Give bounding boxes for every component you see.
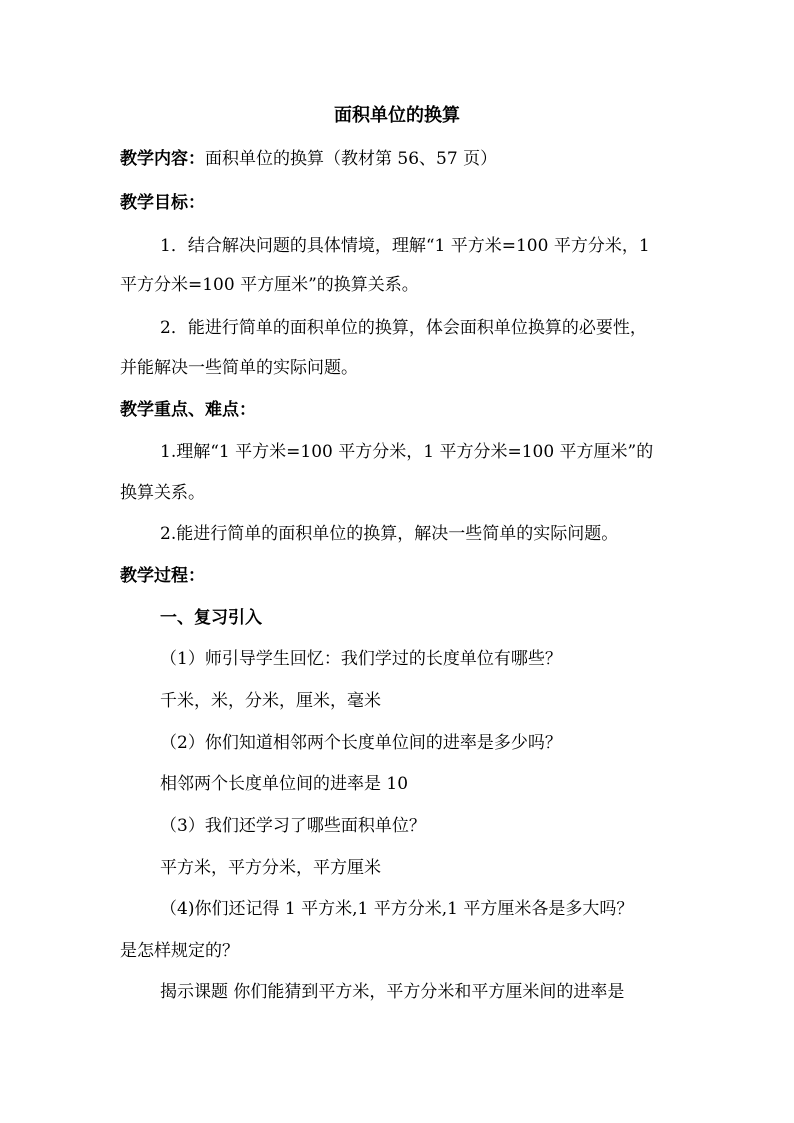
content-line bbox=[120, 148, 497, 170]
section1-heading: 一、复习引入 bbox=[160, 608, 262, 628]
question-3: （3）我们还学习了哪些面积单位？ bbox=[160, 816, 426, 836]
goals-heading: 教学目标： bbox=[120, 193, 205, 213]
answer-1: 千米，米，分米，厘米，毫米 bbox=[160, 691, 381, 711]
question-4-line2: 是怎样规定的？ bbox=[120, 941, 239, 961]
reveal-topic-line: 揭示课题 你们能猜到平方米，平方分米和平方厘米间的进率是 bbox=[160, 982, 625, 1002]
process-heading: 教学过程： bbox=[120, 566, 205, 586]
goal2-line2: 并能解决一些简单的实际问题。 bbox=[120, 358, 358, 378]
key1-line1: 1.理解“1 平方米=100 平方分米，1 平方分米=100 平方厘米”的 bbox=[160, 442, 654, 462]
page-title: 面积单位的换算 bbox=[334, 105, 460, 126]
goal1-line2: 平方分米=100 平方厘米”的换算关系。 bbox=[120, 275, 419, 295]
goal1-line1: 1．结合解决问题的具体情境，理解“1 平方米=100 平方分米，1 bbox=[160, 236, 650, 256]
keypoints-heading: 教学重点、难点： bbox=[120, 400, 256, 420]
answer-3: 平方米，平方分米，平方厘米 bbox=[160, 858, 381, 878]
key1-line2: 换算关系。 bbox=[120, 483, 205, 503]
goal2-line1: 2．能进行简单的面积单位的换算，体会面积单位换算的必要性， bbox=[160, 318, 647, 338]
content-text: 面积单位的换算（教材第 56、57 页） bbox=[205, 149, 498, 169]
question-4-line1: （4)你们还记得 1 平方米,1 平方分米,1 平方厘米各是多大吗？ bbox=[160, 899, 634, 919]
answer-2: 相邻两个长度单位间的进率是 10 bbox=[160, 774, 409, 794]
question-1: （1）师引导学生回忆：我们学过的长度单位有哪些？ bbox=[160, 649, 562, 669]
key2-line: 2.能进行简单的面积单位的换算，解决一些简单的实际问题。 bbox=[160, 524, 619, 544]
question-2: （2）你们知道相邻两个长度单位间的进率是多少吗？ bbox=[160, 733, 562, 753]
content-label: 教学内容： bbox=[120, 149, 205, 169]
